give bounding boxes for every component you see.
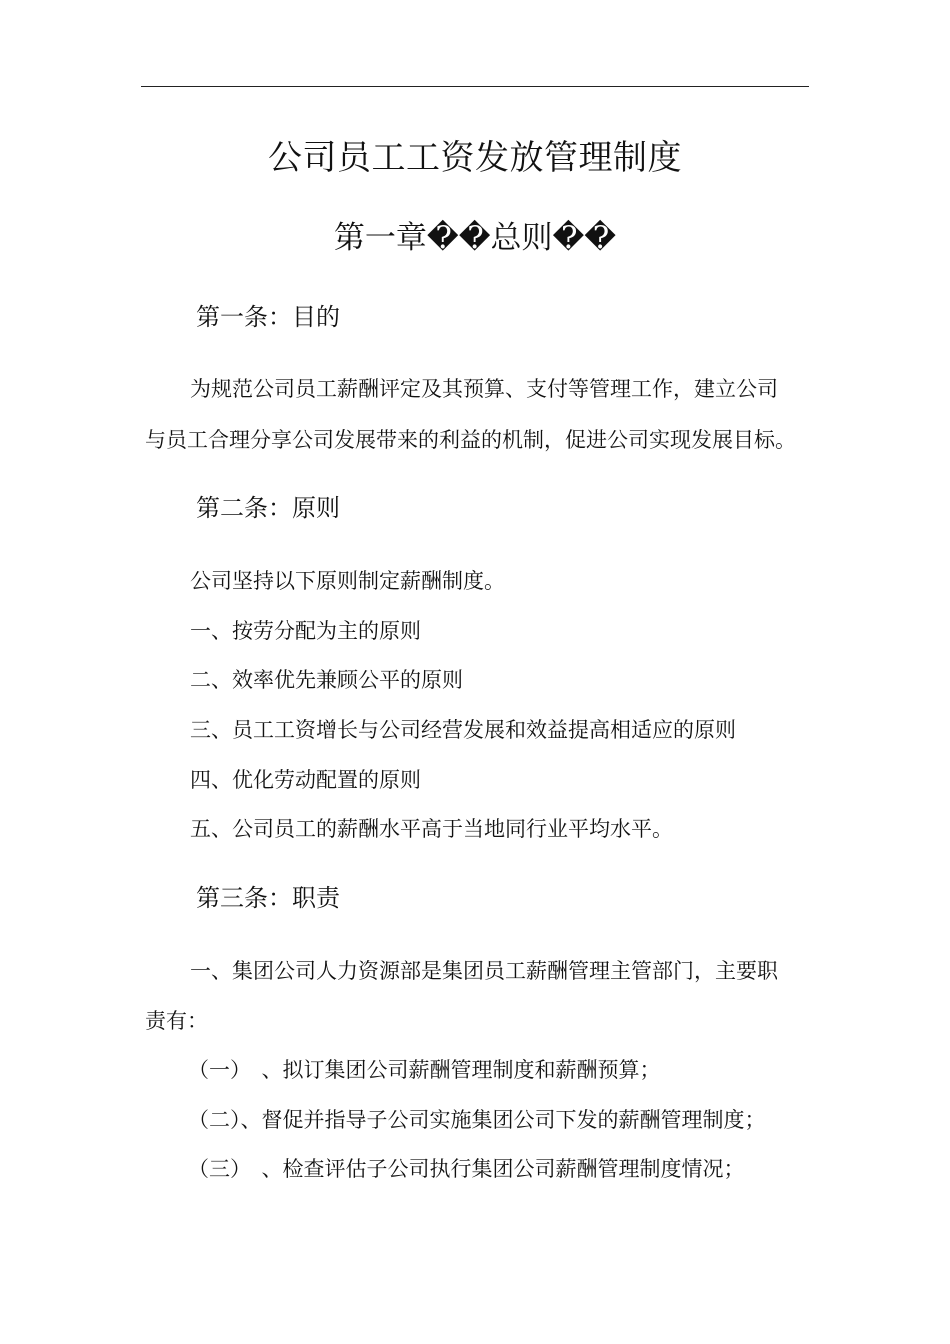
duty-subitem: （二）、督促并指导子公司实施集团公司下发的薪酬管理制度； — [188, 1108, 766, 1132]
principle-item: 二、效率优先兼顾公平的原则 — [190, 668, 463, 692]
article-1-text-line-2: 与员工合理分享公司发展带来的利益的机制，促进公司实现发展目标。 — [145, 428, 796, 452]
principle-item: 一、按劳分配为主的原则 — [190, 619, 421, 643]
chapter-heading: 第一章��总则�� — [333, 220, 617, 256]
article-3-text-line-1: 一、集团公司人力资源部是集团员工薪酬管理主管部门，主要职 — [190, 959, 778, 983]
article-1-text-line-1: 为规范公司员工薪酬评定及其预算、支付等管理工作，建立公司 — [190, 377, 778, 401]
header-rule — [141, 86, 809, 87]
duty-subitem: （三） 、检查评估子公司执行集团公司薪酬管理制度情况； — [188, 1157, 745, 1181]
principle-item: 四、优化劳动配置的原则 — [190, 768, 421, 792]
article-3-text-line-2: 责有： — [145, 1009, 208, 1033]
article-2-intro: 公司坚持以下原则制定薪酬制度。 — [190, 569, 505, 593]
article-2-heading: 第二条：原则 — [196, 494, 340, 522]
article-3-heading: 第三条：职责 — [196, 884, 340, 912]
duty-subitem: （一） 、拟订集团公司薪酬管理制度和薪酬预算； — [188, 1058, 661, 1082]
principle-item: 五、公司员工的薪酬水平高于当地同行业平均水平。 — [190, 817, 673, 841]
document-title: 公司员工工资发放管理制度 — [268, 138, 682, 178]
principle-item: 三、员工工资增长与公司经营发展和效益提高相适应的原则 — [190, 718, 736, 742]
article-1-heading: 第一条：目的 — [196, 303, 340, 331]
